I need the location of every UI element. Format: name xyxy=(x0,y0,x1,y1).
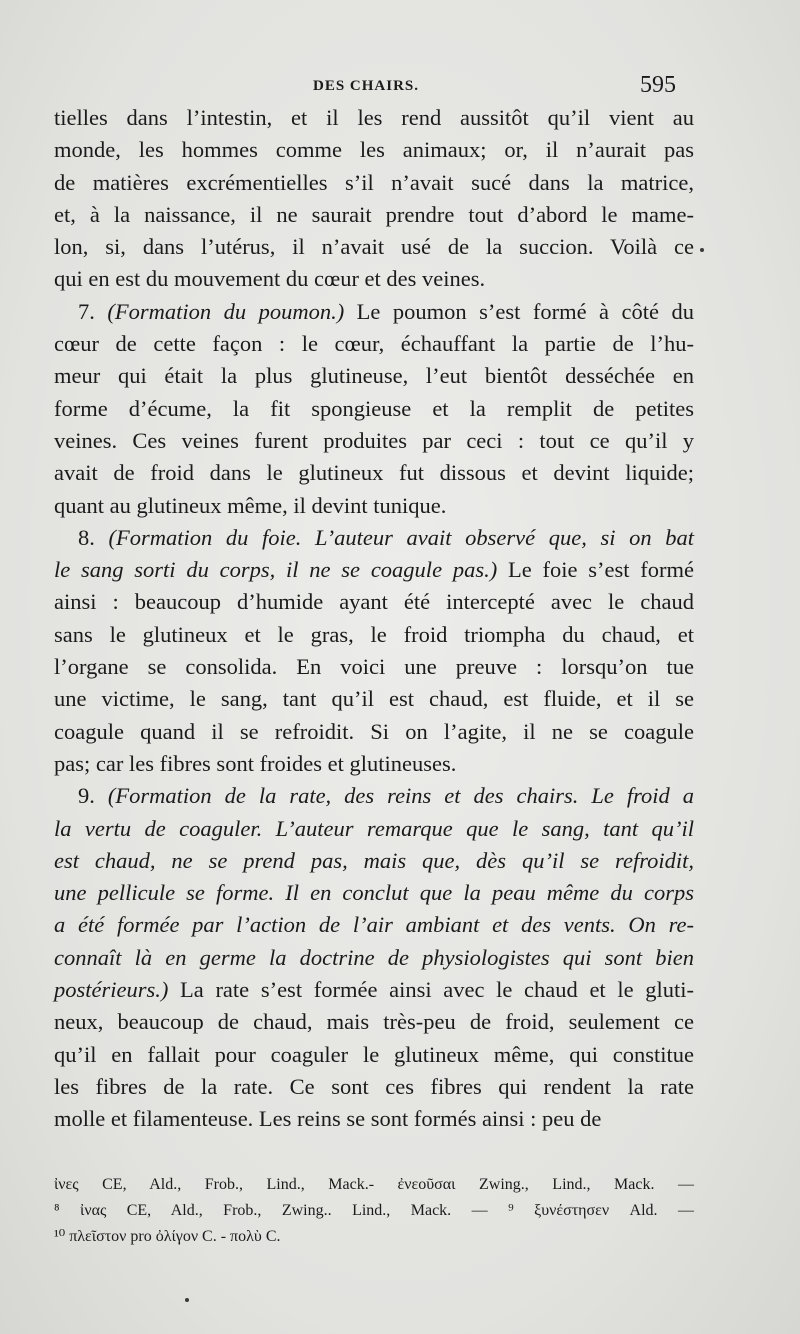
text-line: avait de froid dans le glutineux fut dissous et devint liquide; xyxy=(54,460,694,486)
italic-text: postérieurs.) xyxy=(54,977,169,1003)
text-line: et, à la naissance, il ne saurait prendre tout d’abord le mame- xyxy=(54,201,694,227)
text-line: pas; car les fibres sont froides et glutineuses. xyxy=(54,750,457,776)
text-line xyxy=(54,554,694,586)
running-title: DES CHAIRS. xyxy=(313,78,420,94)
text-line xyxy=(54,877,694,909)
text-line: les fibres de la rate. Ce sont ces fibres qui rendent la rate xyxy=(54,1073,694,1099)
page-header xyxy=(0,72,800,102)
roman-text: La rate s’est formée ainsi avec le chaud et le gluti- xyxy=(180,977,694,1003)
text-line xyxy=(54,942,694,974)
text-line: une victime, le sang, tant qu’il est chaud, est fluide, et il se xyxy=(54,686,694,712)
text-line: monde, les hommes comme les animaux; or, il n’aurait pas xyxy=(54,137,694,163)
text-line: meur qui était la plus glutineuse, l’eut bientôt desséchée en xyxy=(54,363,694,389)
italic-text: le sang sorti du corps, il ne se coagule pas.) xyxy=(54,557,498,583)
italic-text: (Formation du foie. L’auteur avait observé que, si on bat xyxy=(108,524,695,550)
paper-speck xyxy=(700,248,704,252)
roman-text: Le foie s’est formé xyxy=(507,557,694,583)
footnotes xyxy=(54,1172,694,1250)
text-line: molle et filamenteuse. Les reins se sont formés ainsi : peu de xyxy=(54,1106,602,1132)
text-line: l’organe se consolida. En voici une preuve : lorsqu’on tue xyxy=(54,654,694,680)
italic-text: la vertu de coaguler. L’auteur remarque que le sang, tant qu’il xyxy=(54,815,694,841)
italic-text: une pellicule se forme. Il en conclut que la peau même du corps xyxy=(54,880,694,906)
italic-text: (Formation du poumon.) xyxy=(107,298,345,324)
text-line: ainsi : beaucoup d’humide ayant été intercepté avec le chaud xyxy=(54,589,694,615)
text-line: qu’il en fallait pour coaguler le glutineux même, qui constitue xyxy=(54,1041,694,1067)
italic-text: connaît là en germe la doctrine de physiologistes qui sont bien xyxy=(54,944,694,970)
text-line: lon, si, dans l’utérus, il n’avait usé de la succion. Voilà ce xyxy=(54,234,694,260)
italic-text: (Formation de la rate, des reins et des chairs. Le froid a xyxy=(107,783,695,809)
text-line xyxy=(54,813,694,845)
text-line: quant au glutineux même, il devint tunique. xyxy=(54,492,447,518)
text-line: qui en est du mouvement du cœur et des veines. xyxy=(54,266,486,292)
italic-text: est chaud, ne se prend pas, mais que, dès qu’il se refroidit, xyxy=(54,847,694,873)
italic-text: a été formée par l’action de l’air ambiant et des vents. On re- xyxy=(54,912,694,938)
text-line: neux, beaucoup de chaud, mais très-peu de froid, seulement ce xyxy=(54,1009,694,1035)
text-line xyxy=(54,522,694,554)
footnote-line: ⁸ ἰνας CE, Ald., Frob., Zwing.. Lind., Mack. — ⁹ ξυνέστησεν Ald. — xyxy=(54,1202,694,1219)
text-line xyxy=(54,909,694,941)
footnote-line: ἰνες CE, Ald., Frob., Lind., Mack.- ἐνεοῦσαι Zwing., Lind., Mack. — xyxy=(54,1176,694,1193)
text-line xyxy=(54,296,694,328)
text-line xyxy=(54,780,694,812)
paragraph-number: 9. xyxy=(78,783,108,809)
text-line xyxy=(54,974,694,1006)
paragraph-number: 8. xyxy=(78,524,109,550)
paper-speck xyxy=(185,1298,189,1302)
roman-text: Le poumon s’est formé à côté du xyxy=(356,298,694,324)
page-number: 595 xyxy=(640,72,676,98)
text-line: tielles dans l’intestin, et il les rend aussitôt qu’il vient au xyxy=(54,105,694,130)
text-line: cœur de cette façon : le cœur, échauffant la partie de l’hu- xyxy=(54,331,694,357)
text-line: veines. Ces veines furent produites par ceci : tout ce qu’il y xyxy=(54,427,694,453)
text-line xyxy=(54,845,694,877)
text-line: de matières excrémentielles s’il n’avait sucé dans la matrice, xyxy=(54,169,694,195)
text-line: sans le glutineux et le gras, le froid triompha du chaud, et xyxy=(54,621,694,647)
paragraph-number: 7. xyxy=(78,298,108,324)
text-line: forme d’écume, la fit spongieuse et la remplit de petites xyxy=(54,395,694,421)
body-text xyxy=(54,102,694,1136)
text-line: coagule quand il se refroidit. Si on l’agite, il ne se coagule xyxy=(54,718,694,744)
footnote-line: ¹⁰ πλεῖστον pro ὀλίγον C. - πολὺ C. xyxy=(54,1228,281,1245)
